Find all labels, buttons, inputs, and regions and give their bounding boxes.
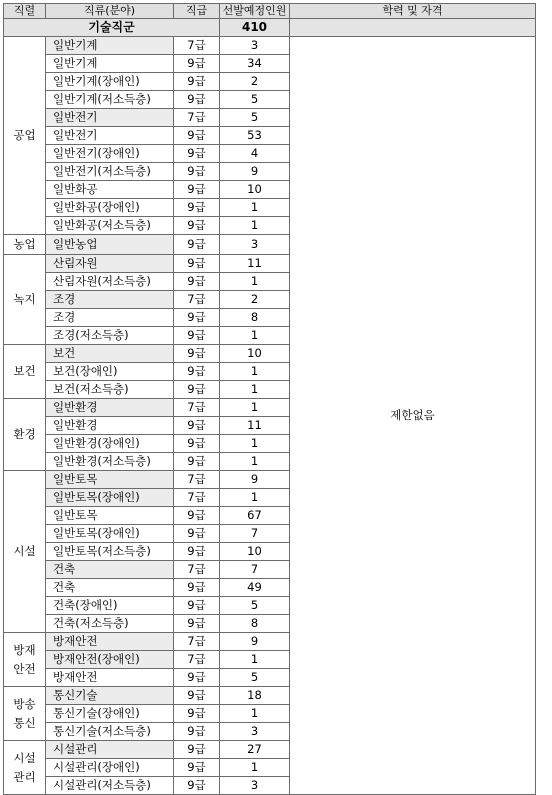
grade-cell: 9급 (174, 687, 220, 705)
grade-cell: 9급 (174, 91, 220, 109)
field-cell: 일반토목(장애인) (46, 525, 174, 543)
header-planned-count: 선발예정인원 (220, 4, 290, 19)
field-cell: 방재안전 (46, 633, 174, 651)
grade-cell: 9급 (174, 273, 220, 291)
field-cell: 시설관리(저소득층) (46, 777, 174, 795)
field-cell: 일반전기(장애인) (46, 145, 174, 163)
count-cell: 1 (220, 273, 290, 291)
grade-cell: 9급 (174, 255, 220, 273)
count-cell: 7 (220, 561, 290, 579)
field-cell: 시설관리 (46, 741, 174, 759)
field-cell: 일반토목 (46, 471, 174, 489)
grade-cell: 7급 (174, 471, 220, 489)
count-cell: 10 (220, 543, 290, 561)
count-cell: 34 (220, 55, 290, 73)
grade-cell: 9급 (174, 327, 220, 345)
field-cell: 일반기계 (46, 37, 174, 55)
header-field: 직류(분야) (46, 4, 174, 19)
grade-cell: 9급 (174, 381, 220, 399)
count-cell: 1 (220, 705, 290, 723)
grade-cell: 9급 (174, 669, 220, 687)
grade-cell: 9급 (174, 777, 220, 795)
count-cell: 53 (220, 127, 290, 145)
field-cell: 시설관리(장애인) (46, 759, 174, 777)
grade-cell: 7급 (174, 489, 220, 507)
count-cell: 1 (220, 399, 290, 417)
series-cell: 환경 (4, 399, 46, 471)
group-qualification-empty (290, 19, 536, 37)
grade-cell: 9급 (174, 345, 220, 363)
field-cell: 산림자원 (46, 255, 174, 273)
grade-cell: 9급 (174, 453, 220, 471)
count-cell: 1 (220, 381, 290, 399)
grade-cell: 9급 (174, 217, 220, 235)
count-cell: 1 (220, 759, 290, 777)
count-cell: 9 (220, 471, 290, 489)
grade-cell: 9급 (174, 705, 220, 723)
count-cell: 10 (220, 345, 290, 363)
count-cell: 10 (220, 181, 290, 199)
grade-cell: 9급 (174, 597, 220, 615)
grade-cell: 9급 (174, 363, 220, 381)
grade-cell: 9급 (174, 417, 220, 435)
field-cell: 일반화공(저소득층) (46, 217, 174, 235)
field-cell: 일반전기 (46, 127, 174, 145)
count-cell: 5 (220, 669, 290, 687)
field-cell: 일반기계(저소득층) (46, 91, 174, 109)
group-label: 기술직군 (4, 19, 220, 37)
count-cell: 11 (220, 417, 290, 435)
field-cell: 일반전기 (46, 109, 174, 127)
header-grade: 직급 (174, 4, 220, 19)
count-cell: 9 (220, 163, 290, 181)
field-cell: 일반환경(장애인) (46, 435, 174, 453)
count-cell: 1 (220, 327, 290, 345)
field-cell: 일반환경(저소득층) (46, 453, 174, 471)
count-cell: 18 (220, 687, 290, 705)
count-cell: 2 (220, 73, 290, 91)
field-cell: 일반기계 (46, 55, 174, 73)
group-total: 410 (220, 19, 290, 37)
grade-cell: 9급 (174, 615, 220, 633)
field-cell: 일반토목(장애인) (46, 489, 174, 507)
count-cell: 3 (220, 235, 290, 255)
grade-cell: 9급 (174, 309, 220, 327)
count-cell: 9 (220, 633, 290, 651)
series-cell: 보건 (4, 345, 46, 399)
field-cell: 일반토목 (46, 507, 174, 525)
field-cell: 일반농업 (46, 235, 174, 255)
grade-cell: 7급 (174, 633, 220, 651)
group-row (4, 19, 536, 37)
field-cell: 방재안전(장애인) (46, 651, 174, 669)
field-cell: 건축 (46, 579, 174, 597)
grade-cell: 9급 (174, 199, 220, 217)
count-cell: 1 (220, 363, 290, 381)
field-cell: 조경(저소득층) (46, 327, 174, 345)
table-row (4, 37, 536, 55)
series-cell: 시설 관리 (4, 741, 46, 795)
grade-cell: 9급 (174, 543, 220, 561)
count-cell: 1 (220, 651, 290, 669)
grade-cell: 9급 (174, 741, 220, 759)
grade-cell: 7급 (174, 109, 220, 127)
field-cell: 보건(장애인) (46, 363, 174, 381)
grade-cell: 7급 (174, 651, 220, 669)
field-cell: 조경 (46, 309, 174, 327)
grade-cell: 7급 (174, 291, 220, 309)
grade-cell: 9급 (174, 73, 220, 91)
count-cell: 7 (220, 525, 290, 543)
grade-cell: 9급 (174, 163, 220, 181)
grade-cell: 9급 (174, 525, 220, 543)
qualification-cell: 제한없음 (290, 37, 536, 795)
grade-cell: 9급 (174, 507, 220, 525)
field-cell: 건축 (46, 561, 174, 579)
grade-cell: 9급 (174, 127, 220, 145)
grade-cell: 7급 (174, 561, 220, 579)
header-qualification: 학력 및 자격 (290, 4, 536, 19)
count-cell: 5 (220, 91, 290, 109)
field-cell: 통신기술(저소득층) (46, 723, 174, 741)
field-cell: 보건 (46, 345, 174, 363)
count-cell: 11 (220, 255, 290, 273)
header-series: 직렬 (4, 4, 46, 19)
grade-cell: 9급 (174, 723, 220, 741)
count-cell: 3 (220, 723, 290, 741)
grade-cell: 7급 (174, 399, 220, 417)
series-cell: 녹지 (4, 255, 46, 345)
count-cell: 8 (220, 615, 290, 633)
field-cell: 일반환경 (46, 399, 174, 417)
series-cell: 공업 (4, 37, 46, 235)
grade-cell: 9급 (174, 579, 220, 597)
count-cell: 4 (220, 145, 290, 163)
count-cell: 27 (220, 741, 290, 759)
count-cell: 1 (220, 453, 290, 471)
recruitment-table (3, 3, 536, 795)
field-cell: 방재안전 (46, 669, 174, 687)
count-cell: 49 (220, 579, 290, 597)
grade-cell: 9급 (174, 235, 220, 255)
count-cell: 2 (220, 291, 290, 309)
field-cell: 건축(저소득층) (46, 615, 174, 633)
field-cell: 통신기술(장애인) (46, 705, 174, 723)
field-cell: 통신기술 (46, 687, 174, 705)
field-cell: 일반기계(장애인) (46, 73, 174, 91)
grade-cell: 9급 (174, 181, 220, 199)
count-cell: 3 (220, 777, 290, 795)
field-cell: 조경 (46, 291, 174, 309)
series-cell: 농업 (4, 235, 46, 255)
series-cell: 시설 (4, 471, 46, 633)
field-cell: 일반전기(저소득층) (46, 163, 174, 181)
grade-cell: 9급 (174, 435, 220, 453)
count-cell: 1 (220, 199, 290, 217)
field-cell: 일반화공(장애인) (46, 199, 174, 217)
count-cell: 1 (220, 435, 290, 453)
series-cell: 방재 안전 (4, 633, 46, 687)
grade-cell: 9급 (174, 55, 220, 73)
grade-cell: 9급 (174, 759, 220, 777)
field-cell: 일반환경 (46, 417, 174, 435)
count-cell: 8 (220, 309, 290, 327)
field-cell: 보건(저소득층) (46, 381, 174, 399)
grade-cell: 9급 (174, 145, 220, 163)
field-cell: 일반화공 (46, 181, 174, 199)
count-cell: 67 (220, 507, 290, 525)
grade-cell: 7급 (174, 37, 220, 55)
field-cell: 건축(장애인) (46, 597, 174, 615)
field-cell: 산림자원(저소득층) (46, 273, 174, 291)
count-cell: 5 (220, 109, 290, 127)
header-row (4, 4, 536, 19)
count-cell: 3 (220, 37, 290, 55)
field-cell: 일반토목(저소득층) (46, 543, 174, 561)
series-cell: 방송 통신 (4, 687, 46, 741)
count-cell: 1 (220, 489, 290, 507)
count-cell: 1 (220, 217, 290, 235)
count-cell: 5 (220, 597, 290, 615)
